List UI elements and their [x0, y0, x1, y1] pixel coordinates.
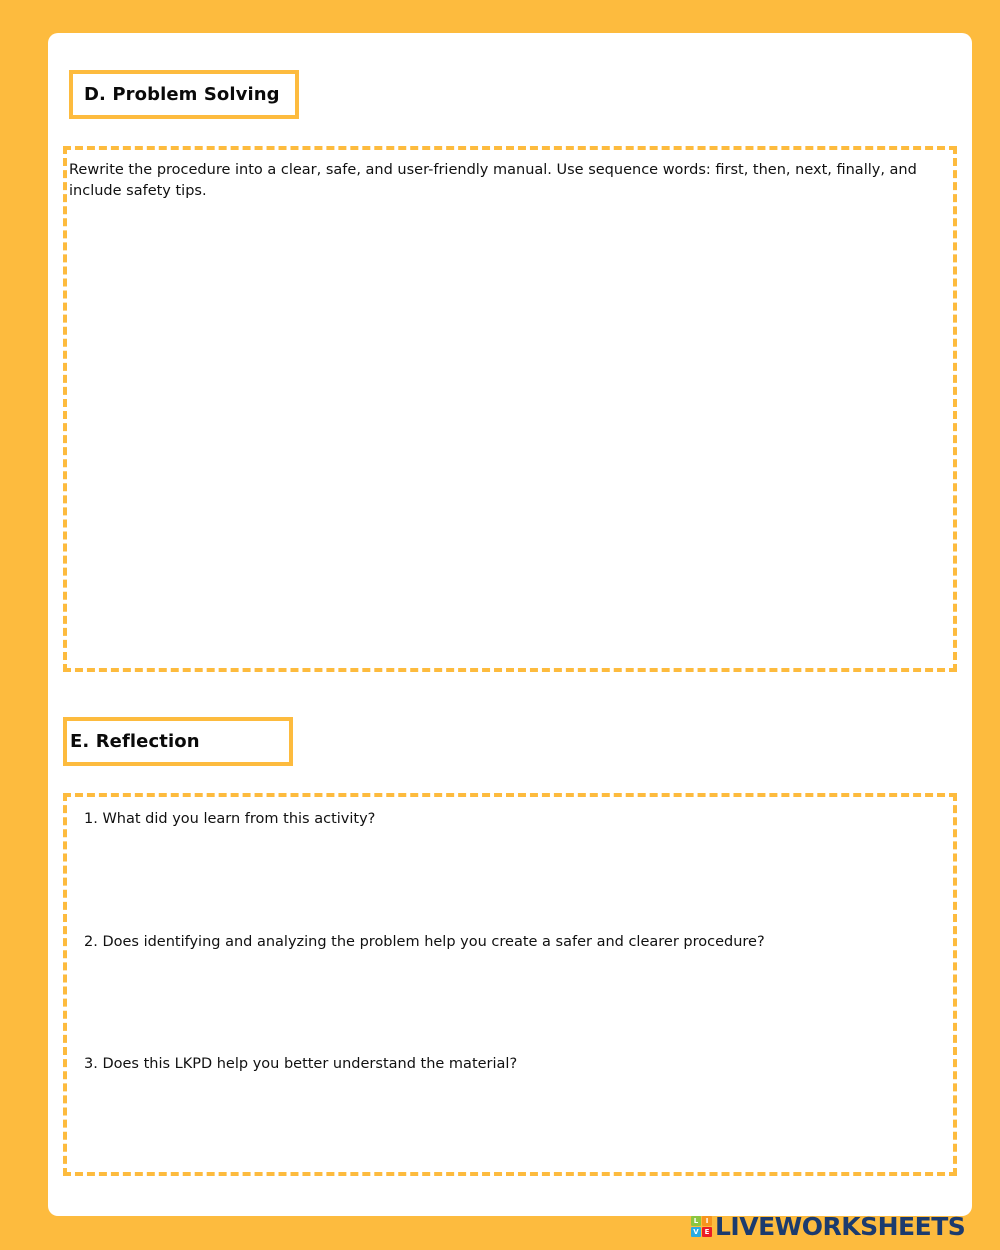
section-e-heading-box	[63, 717, 293, 766]
reflection-question-3: 3. Does this LKPD help you better understand the material?	[84, 1056, 518, 1072]
liveworksheets-logo	[691, 1211, 965, 1241]
problem-solving-instruction: Rewrite the procedure into a clear, safe, and user-friendly manual. Use sequence words: first, then, next, finally, and include safety tips.	[69, 162, 917, 199]
reflection-answer-area[interactable]	[63, 793, 957, 1176]
problem-solving-answer-area[interactable]	[63, 146, 957, 672]
logo-block-l: L	[691, 1216, 701, 1226]
reflection-question-1: 1. What did you learn from this activity?	[84, 811, 376, 827]
logo-block-i: I	[702, 1216, 712, 1226]
logo-text: LIVEWORKSHEETS	[715, 1211, 966, 1241]
logo-block-v: V	[691, 1227, 701, 1237]
section-d-title: D. Problem Solving	[84, 84, 280, 105]
section-d-heading-box	[69, 70, 299, 119]
logo-blocks-icon	[691, 1216, 712, 1237]
reflection-question-2: 2. Does identifying and analyzing the problem help you create a safer and clearer procedure?	[84, 934, 765, 950]
section-e-title: E. Reflection	[70, 731, 200, 752]
logo-block-e: E	[702, 1227, 712, 1237]
